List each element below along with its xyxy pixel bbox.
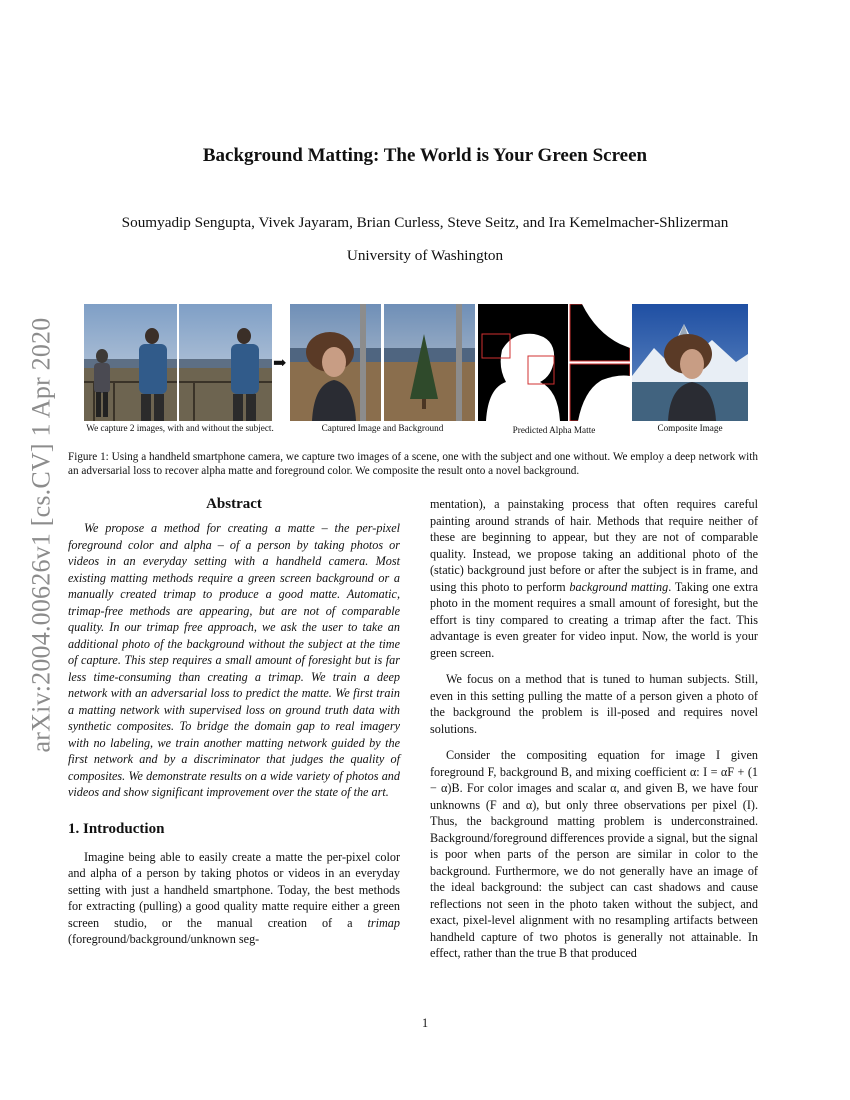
- introduction-heading: 1. Introduction: [68, 820, 165, 837]
- left-column: [68, 494, 400, 948]
- paper-title: Background Matting: The World is Your Green Screen: [202, 145, 648, 166]
- alpha-matte-images: [478, 304, 630, 421]
- figure-label-matte: Predicted Alpha Matte: [512, 425, 596, 435]
- author-list: Soumyadip Sengupta, Vivek Jayaram, Brian Curless, Steve Seitz, and Ira Kemelmacher-Shlizerman: [121, 214, 729, 231]
- abstract-text: We propose a method for creating a matte – the per-pixel foreground color and alpha – of a person by taking photos or videos in an everyday setting with a handheld camera. Most existing matting methods require a green screen background or a manually created trimap to produce a good matte. Automatic, trimap-free methods are appearing, but are not of comparable quality. In our trimap free approach, we ask the user to take an additional photo of the background without the subject at the time of capture. This step requires a small amount of foresight but is far less time-consuming than creating a trimap. We train a deep network with an adversarial loss to predict the matte. We first train a matting network with supervised loss on ground truth data with synthetic composites. To bridge the domain gap to real imagery with no labeling, we train another matting network guided by the first network and by a discriminator that judges the quality of composites. We demonstrate results on a wide variety of photos and videos and show significant improvement over the state of the art.: [68, 521, 400, 799]
- arxiv-stamp-text: arXiv:2004.00626v1 [cs.CV] 1 Apr 2020: [26, 317, 56, 753]
- captured-photos: [290, 304, 475, 421]
- right-p1-b: . Taking one extra photo in the moment requires a small amount of foresight, but the effort is tiny compared to creating a trimap after the fact. This advantage is even greater for video input. Now, the world is your green screen.: [430, 579, 759, 660]
- right-p1-a: mentation), a painstaking process that often requires careful painting around strands of hair. Methods that require neither of these are beginning to appear, but they are not of comparable quality. Instead, we propose taking an additional photo of the (static) background just before or after the subject is in frame, and using this photo to perform: [430, 497, 758, 594]
- figure-label-composite: Composite Image: [657, 423, 723, 433]
- figure-panel-captured: [290, 304, 475, 421]
- right-column: [430, 496, 758, 962]
- figure-caption: Figure 1: Using a handheld smartphone camera, we capture two images of a scene, one with the subject and one without. We employ a deep network with an adversarial loss to recover alpha matte and foreground color. We composite the result onto a novel background.: [68, 451, 758, 477]
- page-number: 1: [421, 1016, 429, 1030]
- figure-label-captured: Captured Image and Background: [321, 423, 444, 433]
- arxiv-stamp: [22, 296, 60, 774]
- affiliation: University of Washington: [346, 247, 504, 264]
- figure-panel-matte: [478, 304, 630, 421]
- intro-text-a: Imagine being able to easily create a matte the per-pixel color and alpha of a person by taking photos or videos in an everyday setting with just a handheld smartphone. Today, the best methods for extracting (pulling) a good quality matte require either a green screen studio, or the manual creation of a: [68, 849, 400, 930]
- figure-label-captures: We capture 2 images, with and without the subject.: [86, 423, 274, 433]
- right-paragraph-1: [430, 496, 758, 661]
- introduction-paragraph: [68, 849, 400, 948]
- intro-text-trimap: trimap: [367, 915, 400, 930]
- capture-photos: [84, 304, 272, 421]
- right-paragraph-2: We focus on a method that is tuned to human subjects. Still, even in this setting pulling the matte of a person given a photo of the background the problem is ill-posed and requires novel solutions.: [430, 672, 758, 736]
- right-paragraph-3: Consider the compositing equation for image I given foreground F, background B, and mixing coefficient α: I = αF + (1 − α)B. For color images and scalar α, and given B, we have four unknowns (F and α), but only three observations per pixel (I). Thus, the background matting problem is underconstrained. Background/foreground differences provide a signal, but the signal is poor when parts of the person are similar in color to the background. Furthermore, we do not generally have an image of the ideal background: the subject can cast shadows and cause reflections not seen in the photo taken without the subject, and exact, pixel-level alignment with no resampling artifacts between handheld capture of two photos is generally not attainable. In effect, rather than the true B that produced: [430, 748, 758, 960]
- intro-text-b: (foreground/background/unknown seg-: [68, 932, 260, 946]
- composite-photo: [632, 304, 748, 421]
- figure-panel-captures: [84, 304, 272, 421]
- arrow-icon: ➡: [273, 355, 287, 372]
- abstract-heading: Abstract: [206, 496, 262, 512]
- right-p1-em: background matting: [569, 579, 669, 594]
- figure-panel-composite: [632, 304, 748, 421]
